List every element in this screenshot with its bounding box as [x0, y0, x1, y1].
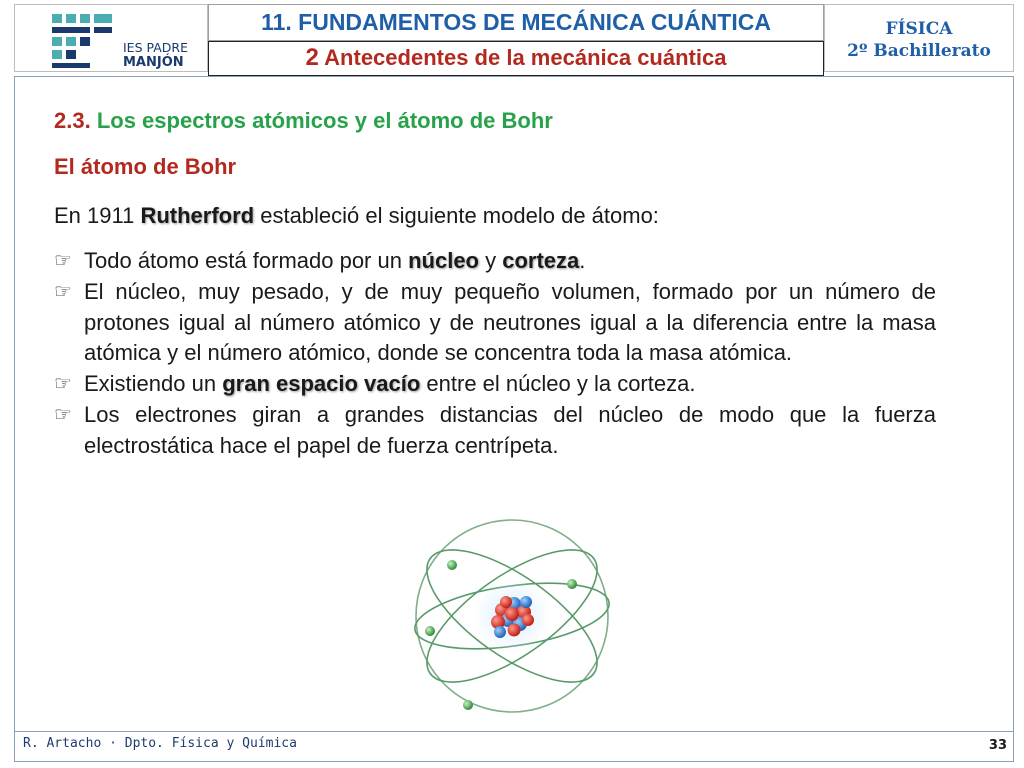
subject-name: FÍSICA [885, 19, 953, 39]
bullet-text: y [479, 248, 503, 273]
subtopic-number: 2 [305, 44, 319, 71]
pointing-hand-icon: ☞ [54, 373, 72, 396]
slide-footer [14, 732, 1014, 762]
bullet-text: entre el núcleo y la corteza. [420, 371, 696, 397]
bullet-item [54, 400, 936, 462]
school-logo [14, 4, 208, 72]
topic-title: 11. FUNDAMENTOS DE MECÁNICA CUÁNTICA [208, 4, 824, 41]
bullet-item [54, 369, 936, 400]
school-name-line1: IES PADRE [123, 40, 188, 55]
bullet-text: Existiendo un [84, 371, 223, 397]
pointing-hand-icon: ☞ [54, 280, 72, 303]
subject-box [824, 4, 1014, 72]
subsection-heading: El átomo de Bohr [54, 154, 237, 179]
course-level: 2º Bachillerato [847, 41, 991, 61]
highlighted-term: corteza [502, 248, 580, 273]
header-titles [208, 4, 824, 72]
school-name [123, 40, 188, 70]
page-number: 33 [988, 738, 1007, 753]
electron [567, 579, 577, 589]
section-title-text: Los espectros atómicos y el átomo de Bohr [96, 108, 553, 133]
bullet-item [54, 277, 936, 369]
pointing-hand-icon: ☞ [54, 250, 72, 272]
bullet-text: El núcleo, muy pesado, y de muy pequeño volumen, formado por un número de protones igual al número atómico y de neutrones igual a la diferencia entre la masa atómica y el número atómico, donde se concentra toda la masa atómica. [84, 278, 936, 366]
pointing-hand-icon: ☞ [54, 403, 72, 426]
intro-paragraph [54, 203, 659, 229]
author-credit: R. Artacho · Dpto. Física y Química [23, 736, 297, 751]
subtopic-title [208, 41, 824, 76]
intro-after: estableció el siguiente modelo de átomo: [254, 203, 659, 228]
school-name-line2: MANJÓN [123, 55, 184, 70]
section-heading [54, 108, 553, 134]
electron [447, 560, 457, 570]
bullet-text: . [579, 248, 586, 273]
electron [463, 700, 473, 710]
bullet-list [54, 246, 936, 462]
intro-highlight: Rutherford [140, 203, 255, 228]
highlighted-term: núcleo [408, 248, 479, 273]
intro-before: En 1911 [54, 203, 141, 228]
bullet-text: Todo átomo está formado por un [84, 248, 409, 273]
section-number: 2.3. [54, 108, 91, 133]
bullet-item [54, 246, 936, 277]
atom-illustration [402, 510, 622, 720]
subtopic-text: Antecedentes de la mecánica cuántica [324, 45, 727, 70]
bullet-text: Los electrones giran a grandes distancias del núcleo de modo que la fuerza electrostática hace el papel de fuerza centrípeta. [84, 401, 936, 458]
school-logo-icon [52, 14, 112, 68]
highlighted-term: gran espacio vacío [222, 371, 421, 397]
electron [425, 626, 435, 636]
